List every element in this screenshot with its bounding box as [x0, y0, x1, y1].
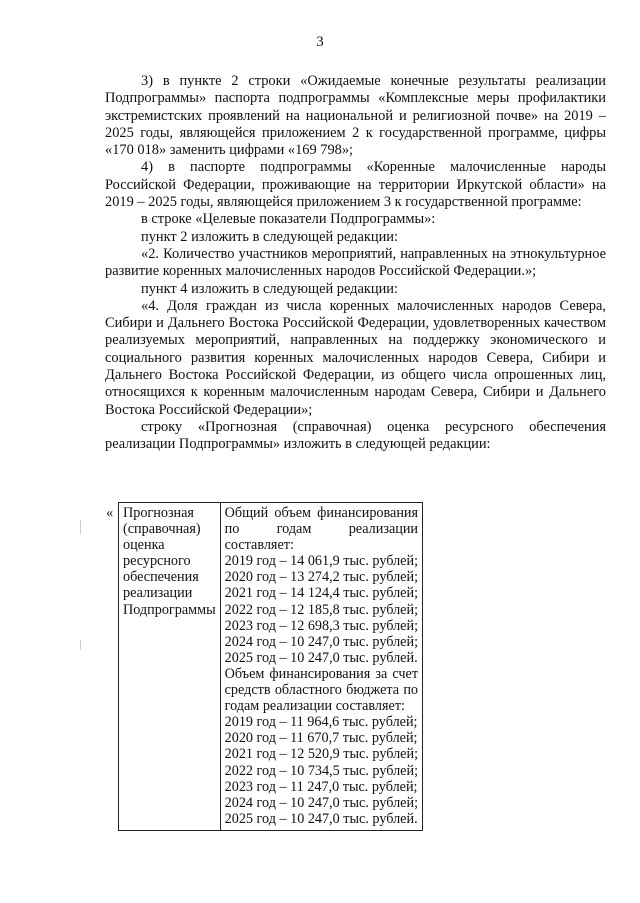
regional-funding-line: 2022 год – 10 734,5 тыс. рублей;	[224, 762, 419, 779]
total-funding-line: 2023 год – 12 698,3 тыс. рублей;	[224, 617, 419, 634]
table-value-cell	[220, 503, 422, 831]
paragraph-point-2-text: «2. Количество участников мероприятий, направленных на этнокультурное развитие коренных малочисленных народов Российской Федерации.»;	[105, 245, 606, 280]
document-body	[105, 73, 606, 454]
regional-funding-line: 2021 год – 12 520,9 тыс. рублей;	[224, 746, 419, 763]
paragraph-item-4: 4) в паспорте подпрограммы «Коренные малочисленные народы Российской Федерации, проживающие на территории Иркутской области» на 2019 – 2025 годы, являющейся приложением 3 к государственной программе:	[105, 159, 606, 211]
regional-funding-line: 2023 год – 11 247,0 тыс. рублей;	[224, 778, 418, 795]
open-quote: «	[106, 505, 114, 521]
total-funding-line: 2021 год – 14 124,4 тыс. рублей;	[224, 585, 419, 602]
total-funding-line: 2020 год – 13 274,2 тыс. рублей;	[224, 569, 419, 586]
regional-funding-line: 2019 год – 11 964,6 тыс. рублей;	[224, 714, 418, 731]
table-row	[119, 503, 423, 831]
page-number: 3	[316, 34, 324, 50]
total-funding-line: 2024 год – 10 247,0 тыс. рублей;	[224, 633, 419, 650]
regional-funding-heading: Объем финансирования за счет средств областного бюджета по годам реализации составляет:	[224, 665, 419, 715]
total-funding-line: 2025 год – 10 247,0 тыс. рублей.	[224, 649, 418, 666]
paragraph-point-4-intro: пункт 4 изложить в следующей редакции:	[141, 280, 398, 297]
paragraph-point-2-intro: пункт 2 изложить в следующей редакции:	[141, 228, 398, 245]
paragraph-point-4-text: «4. Доля граждан из числа коренных малочисленных народов Севера, Сибири и Дальнего Востока Российской Федерации, удовлетворенных качеством реализуемых мероприятий, направленных на поддержку экономического и социального развития коренных малочисленных народов Севера, Сибири и Дальнего Востока Российской Федерации, из общего числа опрошенных лиц, относящихся к коренным малочисленным народам Севера, Сибири и Дальнего Востока Российской Федерации»;	[105, 297, 606, 418]
table-label-cell: Прогнозная (справочная) оценка ресурсного обеспечения реализации Подпрограммы	[119, 503, 221, 831]
total-funding-heading: Общий объем финансирования по годам реализации составляет:	[224, 505, 419, 554]
scan-artifact	[80, 640, 81, 650]
resource-table	[118, 502, 423, 831]
paragraph-resource-row-intro: строку «Прогнозная (справочная) оценка ресурсного обеспечения реализации Подпрограммы» изложить в следующей редакции:	[105, 418, 606, 453]
total-funding-line: 2019 год – 14 061,9 тыс. рублей;	[224, 553, 419, 570]
paragraph-target-indicators: в строке «Целевые показатели Подпрограммы»:	[141, 211, 436, 228]
regional-funding-line: 2024 год – 10 247,0 тыс. рублей;	[224, 794, 419, 811]
scan-artifact	[80, 520, 81, 534]
regional-funding-line: 2020 год – 11 670,7 тыс. рублей;	[224, 730, 418, 747]
regional-funding-line: 2025 год – 10 247,0 тыс. рублей.	[224, 810, 418, 827]
total-funding-line: 2022 год – 12 185,8 тыс. рублей;	[224, 601, 419, 618]
paragraph-item-3: 3) в пункте 2 строки «Ожидаемые конечные результаты реализации Подпрограммы» паспорта подпрограммы «Комплексные меры профилактики экстремистских проявлений на национальной и религиозной почве» на 2019 – 2025 годы, являющейся приложением 2 к государственной программе, цифры «170 018» заменить цифрами «169 798»;	[105, 73, 606, 159]
